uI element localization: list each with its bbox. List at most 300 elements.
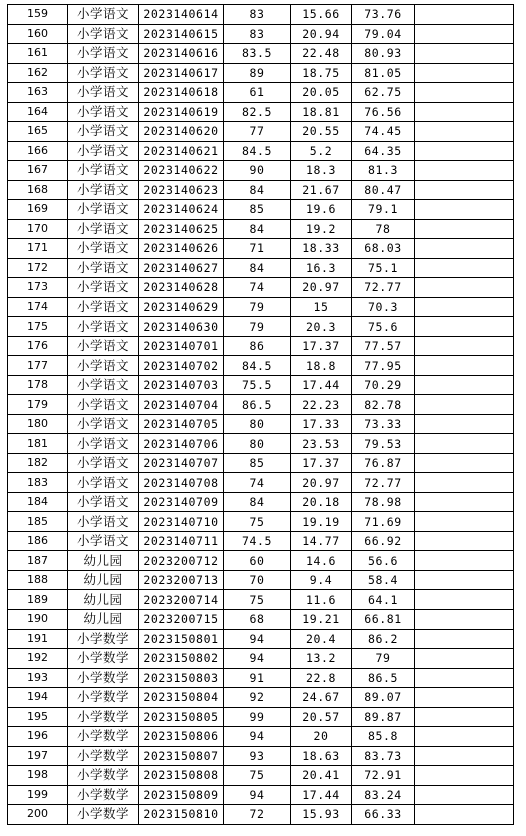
written-score-cell: 75: [224, 590, 291, 610]
subject-cell: 小学数学: [68, 707, 139, 727]
table-row: [8, 24, 514, 44]
written-score-cell: 94: [224, 629, 291, 649]
candidate-id-cell: 2023150806: [139, 727, 224, 747]
row-number-cell: 183: [8, 473, 68, 493]
candidate-id-cell: 2023140705: [139, 414, 224, 434]
row-number-cell: 169: [8, 200, 68, 220]
subject-cell: 小学语文: [68, 239, 139, 259]
written-score-cell: 75: [224, 766, 291, 786]
total-score-cell: 68.03: [352, 239, 415, 259]
table-row: [8, 219, 514, 239]
row-number-cell: 200: [8, 805, 68, 825]
row-number-cell: 178: [8, 375, 68, 395]
candidate-id-cell: 2023150804: [139, 688, 224, 708]
table-row: [8, 668, 514, 688]
total-score-cell: 81.3: [352, 161, 415, 181]
row-number-cell: 160: [8, 24, 68, 44]
written-score-cell: 70: [224, 570, 291, 590]
table-row: [8, 531, 514, 551]
written-score-cell: 71: [224, 239, 291, 259]
subject-cell: 小学数学: [68, 766, 139, 786]
table-row: [8, 395, 514, 415]
empty-cell: [415, 375, 514, 395]
table-row: [8, 297, 514, 317]
bonus-score-cell: 20.55: [291, 122, 352, 142]
empty-cell: [415, 395, 514, 415]
candidate-id-cell: 2023140622: [139, 161, 224, 181]
empty-cell: [415, 336, 514, 356]
written-score-cell: 82.5: [224, 102, 291, 122]
candidate-id-cell: 2023140625: [139, 219, 224, 239]
bonus-score-cell: 19.21: [291, 609, 352, 629]
candidate-id-cell: 2023200714: [139, 590, 224, 610]
subject-cell: 幼儿园: [68, 570, 139, 590]
subject-cell: 小学语文: [68, 531, 139, 551]
subject-cell: 小学语文: [68, 473, 139, 493]
candidate-id-cell: 2023200715: [139, 609, 224, 629]
total-score-cell: 85.8: [352, 727, 415, 747]
candidate-id-cell: 2023140619: [139, 102, 224, 122]
bonus-score-cell: 14.6: [291, 551, 352, 571]
total-score-cell: 56.6: [352, 551, 415, 571]
candidate-id-cell: 2023150808: [139, 766, 224, 786]
candidate-id-cell: 2023150802: [139, 649, 224, 669]
subject-cell: 小学语文: [68, 375, 139, 395]
row-number-cell: 199: [8, 785, 68, 805]
candidate-id-cell: 2023140703: [139, 375, 224, 395]
total-score-cell: 89.07: [352, 688, 415, 708]
bonus-score-cell: 20.18: [291, 492, 352, 512]
empty-cell: [415, 258, 514, 278]
written-score-cell: 84.5: [224, 356, 291, 376]
subject-cell: 小学数学: [68, 746, 139, 766]
total-score-cell: 72.77: [352, 473, 415, 493]
written-score-cell: 80: [224, 414, 291, 434]
candidate-id-cell: 2023140614: [139, 5, 224, 25]
empty-cell: [415, 200, 514, 220]
score-table: [7, 4, 514, 825]
empty-cell: [415, 239, 514, 259]
empty-cell: [415, 317, 514, 337]
score-table-body: [8, 5, 514, 825]
row-number-cell: 166: [8, 141, 68, 161]
bonus-score-cell: 20.94: [291, 24, 352, 44]
candidate-id-cell: 2023140702: [139, 356, 224, 376]
bonus-score-cell: 20.41: [291, 766, 352, 786]
row-number-cell: 198: [8, 766, 68, 786]
table-row: [8, 258, 514, 278]
table-row: [8, 180, 514, 200]
total-score-cell: 78.98: [352, 492, 415, 512]
subject-cell: 小学语文: [68, 44, 139, 64]
table-row: [8, 551, 514, 571]
empty-cell: [415, 785, 514, 805]
candidate-id-cell: 2023140701: [139, 336, 224, 356]
total-score-cell: 79.53: [352, 434, 415, 454]
subject-cell: 小学语文: [68, 356, 139, 376]
candidate-id-cell: 2023140709: [139, 492, 224, 512]
written-score-cell: 92: [224, 688, 291, 708]
row-number-cell: 184: [8, 492, 68, 512]
bonus-score-cell: 13.2: [291, 649, 352, 669]
row-number-cell: 194: [8, 688, 68, 708]
subject-cell: 小学语文: [68, 336, 139, 356]
written-score-cell: 83: [224, 24, 291, 44]
bonus-score-cell: 15: [291, 297, 352, 317]
row-number-cell: 163: [8, 83, 68, 103]
bonus-score-cell: 18.63: [291, 746, 352, 766]
row-number-cell: 175: [8, 317, 68, 337]
bonus-score-cell: 20: [291, 727, 352, 747]
bonus-score-cell: 20.97: [291, 473, 352, 493]
total-score-cell: 66.92: [352, 531, 415, 551]
subject-cell: 小学数学: [68, 668, 139, 688]
total-score-cell: 71.69: [352, 512, 415, 532]
bonus-score-cell: 15.93: [291, 805, 352, 825]
subject-cell: 小学语文: [68, 180, 139, 200]
subject-cell: 小学数学: [68, 727, 139, 747]
table-row: [8, 336, 514, 356]
empty-cell: [415, 83, 514, 103]
written-score-cell: 75: [224, 512, 291, 532]
candidate-id-cell: 2023140623: [139, 180, 224, 200]
empty-cell: [415, 5, 514, 25]
row-number-cell: 197: [8, 746, 68, 766]
total-score-cell: 82.78: [352, 395, 415, 415]
total-score-cell: 58.4: [352, 570, 415, 590]
candidate-id-cell: 2023140626: [139, 239, 224, 259]
total-score-cell: 77.57: [352, 336, 415, 356]
row-number-cell: 159: [8, 5, 68, 25]
table-row: [8, 414, 514, 434]
total-score-cell: 72.77: [352, 278, 415, 298]
empty-cell: [415, 590, 514, 610]
written-score-cell: 74.5: [224, 531, 291, 551]
bonus-score-cell: 18.75: [291, 63, 352, 83]
candidate-id-cell: 2023150809: [139, 785, 224, 805]
candidate-id-cell: 2023140615: [139, 24, 224, 44]
written-score-cell: 84: [224, 492, 291, 512]
total-score-cell: 77.95: [352, 356, 415, 376]
subject-cell: 小学数学: [68, 785, 139, 805]
bonus-score-cell: 17.33: [291, 414, 352, 434]
subject-cell: 小学语文: [68, 5, 139, 25]
row-number-cell: 193: [8, 668, 68, 688]
table-row: [8, 83, 514, 103]
empty-cell: [415, 492, 514, 512]
empty-cell: [415, 453, 514, 473]
subject-cell: 小学数学: [68, 649, 139, 669]
empty-cell: [415, 688, 514, 708]
row-number-cell: 192: [8, 649, 68, 669]
row-number-cell: 186: [8, 531, 68, 551]
row-number-cell: 176: [8, 336, 68, 356]
written-score-cell: 94: [224, 649, 291, 669]
candidate-id-cell: 2023150805: [139, 707, 224, 727]
table-row: [8, 453, 514, 473]
candidate-id-cell: 2023150801: [139, 629, 224, 649]
subject-cell: 幼儿园: [68, 590, 139, 610]
written-score-cell: 75.5: [224, 375, 291, 395]
written-score-cell: 61: [224, 83, 291, 103]
candidate-id-cell: 2023140704: [139, 395, 224, 415]
row-number-cell: 173: [8, 278, 68, 298]
subject-cell: 小学语文: [68, 102, 139, 122]
total-score-cell: 83.24: [352, 785, 415, 805]
written-score-cell: 84.5: [224, 141, 291, 161]
bonus-score-cell: 20.97: [291, 278, 352, 298]
bonus-score-cell: 17.37: [291, 336, 352, 356]
row-number-cell: 167: [8, 161, 68, 181]
bonus-score-cell: 22.8: [291, 668, 352, 688]
subject-cell: 小学语文: [68, 161, 139, 181]
candidate-id-cell: 2023140708: [139, 473, 224, 493]
candidate-id-cell: 2023140620: [139, 122, 224, 142]
total-score-cell: 80.47: [352, 180, 415, 200]
written-score-cell: 94: [224, 727, 291, 747]
row-number-cell: 190: [8, 609, 68, 629]
empty-cell: [415, 551, 514, 571]
candidate-id-cell: 2023200712: [139, 551, 224, 571]
table-row: [8, 512, 514, 532]
bonus-score-cell: 17.37: [291, 453, 352, 473]
subject-cell: 小学语文: [68, 83, 139, 103]
row-number-cell: 196: [8, 727, 68, 747]
subject-cell: 小学语文: [68, 317, 139, 337]
bonus-score-cell: 19.2: [291, 219, 352, 239]
subject-cell: 小学数学: [68, 629, 139, 649]
row-number-cell: 189: [8, 590, 68, 610]
bonus-score-cell: 19.19: [291, 512, 352, 532]
table-row: [8, 63, 514, 83]
bonus-score-cell: 19.6: [291, 200, 352, 220]
bonus-score-cell: 24.67: [291, 688, 352, 708]
empty-cell: [415, 727, 514, 747]
total-score-cell: 83.73: [352, 746, 415, 766]
bonus-score-cell: 20.57: [291, 707, 352, 727]
row-number-cell: 165: [8, 122, 68, 142]
empty-cell: [415, 805, 514, 825]
row-number-cell: 182: [8, 453, 68, 473]
empty-cell: [415, 278, 514, 298]
empty-cell: [415, 122, 514, 142]
written-score-cell: 91: [224, 668, 291, 688]
table-row: [8, 317, 514, 337]
row-number-cell: 177: [8, 356, 68, 376]
candidate-id-cell: 2023200713: [139, 570, 224, 590]
table-row: [8, 473, 514, 493]
empty-cell: [415, 707, 514, 727]
table-row: [8, 278, 514, 298]
table-row: [8, 375, 514, 395]
total-score-cell: 76.56: [352, 102, 415, 122]
written-score-cell: 80: [224, 434, 291, 454]
table-row: [8, 434, 514, 454]
subject-cell: 小学语文: [68, 492, 139, 512]
empty-cell: [415, 473, 514, 493]
bonus-score-cell: 11.6: [291, 590, 352, 610]
subject-cell: 小学语文: [68, 24, 139, 44]
bonus-score-cell: 15.66: [291, 5, 352, 25]
empty-cell: [415, 219, 514, 239]
table-row: [8, 200, 514, 220]
subject-cell: 幼儿园: [68, 551, 139, 571]
total-score-cell: 64.35: [352, 141, 415, 161]
subject-cell: 小学语文: [68, 453, 139, 473]
table-row: [8, 44, 514, 64]
empty-cell: [415, 609, 514, 629]
table-row: [8, 629, 514, 649]
written-score-cell: 86.5: [224, 395, 291, 415]
table-row: [8, 609, 514, 629]
written-score-cell: 85: [224, 453, 291, 473]
bonus-score-cell: 9.4: [291, 570, 352, 590]
empty-cell: [415, 649, 514, 669]
candidate-id-cell: 2023140630: [139, 317, 224, 337]
candidate-id-cell: 2023140628: [139, 278, 224, 298]
total-score-cell: 89.87: [352, 707, 415, 727]
written-score-cell: 74: [224, 473, 291, 493]
table-row: [8, 688, 514, 708]
bonus-score-cell: 22.48: [291, 44, 352, 64]
candidate-id-cell: 2023150810: [139, 805, 224, 825]
subject-cell: 小学数学: [68, 805, 139, 825]
candidate-id-cell: 2023150807: [139, 746, 224, 766]
written-score-cell: 60: [224, 551, 291, 571]
table-row: [8, 356, 514, 376]
written-score-cell: 83.5: [224, 44, 291, 64]
total-score-cell: 81.05: [352, 63, 415, 83]
empty-cell: [415, 297, 514, 317]
candidate-id-cell: 2023140624: [139, 200, 224, 220]
total-score-cell: 70.29: [352, 375, 415, 395]
empty-cell: [415, 44, 514, 64]
bonus-score-cell: 5.2: [291, 141, 352, 161]
table-row: [8, 102, 514, 122]
total-score-cell: 86.5: [352, 668, 415, 688]
table-row: [8, 492, 514, 512]
written-score-cell: 74: [224, 278, 291, 298]
row-number-cell: 164: [8, 102, 68, 122]
empty-cell: [415, 746, 514, 766]
subject-cell: 小学语文: [68, 258, 139, 278]
bonus-score-cell: 17.44: [291, 375, 352, 395]
row-number-cell: 162: [8, 63, 68, 83]
table-row: [8, 785, 514, 805]
total-score-cell: 62.75: [352, 83, 415, 103]
total-score-cell: 75.6: [352, 317, 415, 337]
candidate-id-cell: 2023140621: [139, 141, 224, 161]
table-row: [8, 746, 514, 766]
candidate-id-cell: 2023140629: [139, 297, 224, 317]
total-score-cell: 79.1: [352, 200, 415, 220]
written-score-cell: 99: [224, 707, 291, 727]
total-score-cell: 73.76: [352, 5, 415, 25]
written-score-cell: 72: [224, 805, 291, 825]
row-number-cell: 187: [8, 551, 68, 571]
total-score-cell: 70.3: [352, 297, 415, 317]
row-number-cell: 191: [8, 629, 68, 649]
total-score-cell: 64.1: [352, 590, 415, 610]
candidate-id-cell: 2023140618: [139, 83, 224, 103]
subject-cell: 小学语文: [68, 141, 139, 161]
subject-cell: 小学语文: [68, 512, 139, 532]
table-row: [8, 122, 514, 142]
written-score-cell: 79: [224, 317, 291, 337]
table-row: [8, 707, 514, 727]
written-score-cell: 94: [224, 785, 291, 805]
subject-cell: 小学语文: [68, 63, 139, 83]
subject-cell: 幼儿园: [68, 609, 139, 629]
total-score-cell: 78: [352, 219, 415, 239]
subject-cell: 小学语文: [68, 278, 139, 298]
subject-cell: 小学语文: [68, 414, 139, 434]
bonus-score-cell: 21.67: [291, 180, 352, 200]
written-score-cell: 93: [224, 746, 291, 766]
empty-cell: [415, 531, 514, 551]
row-number-cell: 168: [8, 180, 68, 200]
row-number-cell: 188: [8, 570, 68, 590]
empty-cell: [415, 24, 514, 44]
empty-cell: [415, 668, 514, 688]
bonus-score-cell: 18.33: [291, 239, 352, 259]
candidate-id-cell: 2023140710: [139, 512, 224, 532]
bonus-score-cell: 18.81: [291, 102, 352, 122]
empty-cell: [415, 141, 514, 161]
written-score-cell: 90: [224, 161, 291, 181]
empty-cell: [415, 570, 514, 590]
row-number-cell: 170: [8, 219, 68, 239]
bonus-score-cell: 18.3: [291, 161, 352, 181]
table-row: [8, 239, 514, 259]
bonus-score-cell: 23.53: [291, 434, 352, 454]
total-score-cell: 66.81: [352, 609, 415, 629]
candidate-id-cell: 2023140627: [139, 258, 224, 278]
written-score-cell: 68: [224, 609, 291, 629]
empty-cell: [415, 512, 514, 532]
bonus-score-cell: 20.4: [291, 629, 352, 649]
row-number-cell: 179: [8, 395, 68, 415]
total-score-cell: 75.1: [352, 258, 415, 278]
written-score-cell: 89: [224, 63, 291, 83]
empty-cell: [415, 414, 514, 434]
candidate-id-cell: 2023140617: [139, 63, 224, 83]
empty-cell: [415, 629, 514, 649]
total-score-cell: 72.91: [352, 766, 415, 786]
table-row: [8, 141, 514, 161]
table-row: [8, 727, 514, 747]
total-score-cell: 86.2: [352, 629, 415, 649]
total-score-cell: 79: [352, 649, 415, 669]
bonus-score-cell: 14.77: [291, 531, 352, 551]
empty-cell: [415, 63, 514, 83]
bonus-score-cell: 16.3: [291, 258, 352, 278]
written-score-cell: 85: [224, 200, 291, 220]
subject-cell: 小学语文: [68, 434, 139, 454]
row-number-cell: 180: [8, 414, 68, 434]
written-score-cell: 83: [224, 5, 291, 25]
written-score-cell: 86: [224, 336, 291, 356]
candidate-id-cell: 2023140707: [139, 453, 224, 473]
empty-cell: [415, 102, 514, 122]
table-row: [8, 570, 514, 590]
subject-cell: 小学语文: [68, 297, 139, 317]
empty-cell: [415, 434, 514, 454]
table-row: [8, 766, 514, 786]
total-score-cell: 74.45: [352, 122, 415, 142]
bonus-score-cell: 20.3: [291, 317, 352, 337]
row-number-cell: 172: [8, 258, 68, 278]
